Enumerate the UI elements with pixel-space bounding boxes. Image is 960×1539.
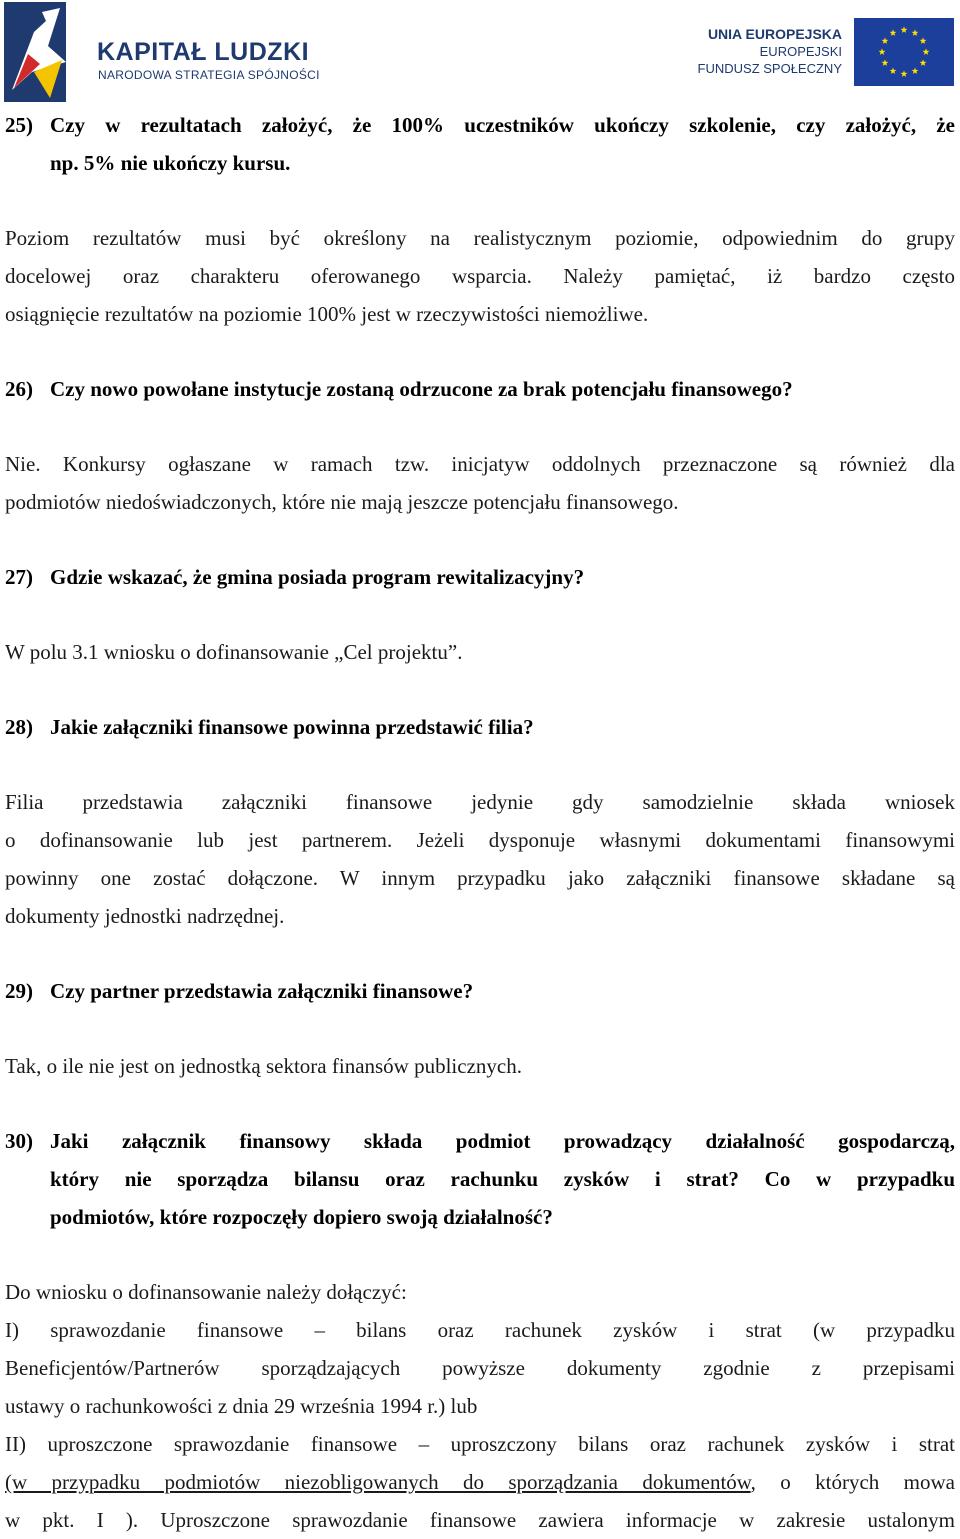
question	[5, 558, 955, 596]
answer-line: II) uproszczone sprawozdanie finansowe – uproszczony bilans oraz rachunek zysków i strat	[5, 1432, 955, 1456]
faq-content	[5, 106, 955, 1539]
question	[5, 1198, 955, 1236]
question-text-line: Czy partner przedstawia załączniki finansowe?	[50, 979, 474, 1003]
answer-line: Nie. Konkursy ogłaszane w ramach tzw. inicjatyw oddolnych przeznaczone są również dla	[5, 452, 955, 476]
question-text-line: Jakie załączniki finansowe powinna przedstawić filia?	[50, 715, 534, 739]
eu-logo-line3: FUNDUSZ SPOŁECZNY	[697, 61, 842, 76]
question	[5, 106, 955, 144]
answer-line: podmiotów niedoświadczonych, które nie mają jeszcze potencjału finansowego.	[5, 490, 679, 514]
question	[5, 972, 955, 1010]
answer-line: dokumenty jednostki nadrzędnej.	[5, 904, 285, 928]
answer-line: Beneficjentów/Partnerów sporządzających powyższe dokumenty zgodnie z przepisami	[5, 1356, 955, 1380]
question-text-line: Czy nowo powołane instytucje zostaną odrzucone za brak potencjału finansowego?	[50, 377, 793, 401]
answer-line: Poziom rezultatów musi być określony na realistycznym poziomie, odpowiednim do grupy	[5, 226, 955, 250]
faq-item-25	[5, 106, 955, 333]
answer-line: ustawy o rachunkowości z dnia 29 września 1994 r.) lub	[5, 1394, 478, 1418]
question-text-line: Czy w rezultatach założyć, że 100% uczestników ukończy szkolenie, czy założyć, że	[50, 113, 955, 137]
question-text-line: który nie sporządza bilansu oraz rachunku zysków i strat? Co w przypadku	[50, 1167, 955, 1191]
question-text-line: podmiotów, które rozpoczęły dopiero swoją działalność?	[50, 1205, 553, 1229]
question-text-line: np. 5% nie ukończy kursu.	[50, 151, 291, 175]
answer-line: o dofinansowanie lub jest partnerem. Jeżeli dysponuje własnymi dokumentami finansowymi	[5, 828, 955, 852]
question	[5, 370, 955, 408]
question-text-line: Jaki załącznik finansowy składa podmiot prowadzący działalność gospodarczą,	[50, 1129, 955, 1153]
question-number: 30)	[5, 1129, 33, 1153]
eu-logo-line1: UNIA EUROPEJSKA	[707, 26, 842, 42]
question	[5, 144, 955, 182]
eu-flag-icon	[854, 18, 954, 86]
question-number: 28)	[5, 715, 33, 739]
answer-line	[5, 1463, 955, 1501]
underlined-text: (w przypadku podmiotów niezobligowanych do sporządzania dokumentów	[5, 1470, 751, 1494]
answer-text: , o których mowa	[750, 1470, 955, 1494]
question-number: 29)	[5, 979, 33, 1003]
eu-logo-line2: EUROPEJSKI	[759, 44, 842, 59]
question-number: 25)	[5, 113, 33, 137]
question	[5, 1122, 955, 1160]
question	[5, 1160, 955, 1198]
eu-logo-text	[698, 26, 842, 77]
answer-line: W polu 3.1 wniosku o dofinansowanie „Cel projektu”.	[5, 640, 463, 664]
faq-item-28	[5, 708, 955, 935]
question-number: 26)	[5, 377, 33, 401]
question-number: 27)	[5, 565, 33, 589]
faq-item-26	[5, 370, 955, 521]
kapital-ludzki-logo	[4, 2, 334, 102]
answer-line: powinny one zostać dołączone. W innym przypadku jako załączniki finansowe składane są	[5, 866, 955, 890]
logo-title: KAPITAŁ LUDZKI	[97, 38, 310, 66]
answer-line: Filia przedstawia załączniki finansowe jedynie gdy samodzielnie składa wniosek	[5, 790, 955, 814]
logo-subtitle: NARODOWA STRATEGIA SPÓJNOŚCI	[98, 68, 320, 82]
question-text-line: Gdzie wskazać, że gmina posiada program rewitalizacyjny?	[50, 565, 585, 589]
answer-line: docelowej oraz charakteru oferowanego wsparcia. Należy pamiętać, iż bardzo często	[5, 264, 955, 288]
answer-line: Tak, o ile nie jest on jednostką sektora finansów publicznych.	[5, 1054, 522, 1078]
answer-line: w pkt. I ). Uproszczone sprawozdanie finansowe zawiera informacje w zakresie ustalonym	[5, 1508, 955, 1532]
question	[5, 708, 955, 746]
eu-logo	[694, 18, 954, 88]
page-header	[0, 0, 960, 104]
faq-item-30	[5, 1122, 955, 1539]
answer-line: I) sprawozdanie finansowe – bilans oraz rachunek zysków i strat (w przypadku	[5, 1318, 955, 1342]
kapital-ludzki-logo-icon	[4, 2, 74, 102]
answer-line: osiągnięcie rezultatów na poziomie 100% jest w rzeczywistości niemożliwe.	[5, 302, 649, 326]
faq-item-27	[5, 558, 955, 671]
faq-item-29	[5, 972, 955, 1085]
answer-line: Do wniosku o dofinansowanie należy dołączyć:	[5, 1280, 407, 1304]
